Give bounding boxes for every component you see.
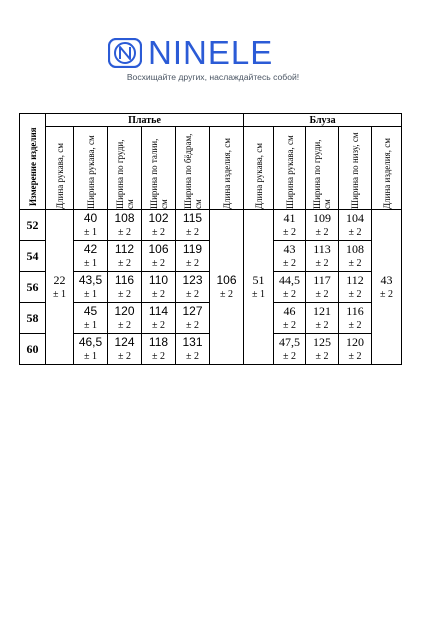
measure-value: 43,5 (78, 273, 103, 287)
measure-value: 112 (346, 273, 364, 287)
measure-tolerance: ± 1 (53, 289, 66, 300)
measure-value: 117 (313, 273, 331, 287)
column-label: Ширина по талии, см (148, 138, 169, 209)
measure-cell (108, 210, 142, 241)
blouse-length-cell (372, 210, 402, 365)
measure-cell (142, 241, 176, 272)
measure-cell (74, 272, 108, 303)
measure-cell (142, 303, 176, 334)
measure-cell (339, 334, 372, 365)
measure-value: 109 (313, 211, 332, 225)
measure-tolerance: ± 1 (252, 289, 266, 300)
measure-value: 121 (313, 304, 332, 318)
measure-cell (176, 210, 210, 241)
size-label: 58 (20, 303, 46, 334)
measure-value: 123 (182, 273, 203, 287)
measure-tolerance: ± 2 (118, 227, 131, 238)
measure-value: 112 (114, 242, 135, 256)
measure-value: 108 (346, 242, 365, 256)
measure-cell (274, 303, 306, 334)
measure-tolerance: ± 2 (348, 351, 362, 362)
measure-tolerance: ± 2 (348, 320, 362, 331)
measure-tolerance: ± 2 (152, 227, 165, 238)
measure-tolerance: ± 1 (84, 320, 97, 331)
measure-cell (274, 272, 306, 303)
measure-tolerance: ± 2 (315, 258, 329, 269)
measure-value: 127 (182, 304, 203, 318)
measure-cell (74, 241, 108, 272)
measure-cell (142, 334, 176, 365)
measure-tolerance: ± 2 (186, 227, 199, 238)
corner-label: Измерение изделия (27, 126, 38, 206)
measure-tolerance: ± 2 (348, 227, 362, 238)
blouse-column-header (274, 127, 306, 210)
measure-tolerance: ± 1 (84, 227, 97, 238)
measure-value: 116 (346, 304, 364, 318)
measure-cell (306, 272, 339, 303)
measure-value: 44,5 (279, 273, 301, 287)
measure-tolerance: ± 2 (118, 320, 131, 331)
measure-cell (274, 241, 306, 272)
corner-header (20, 114, 46, 210)
measure-value: 51 (252, 273, 265, 287)
dress-column-header (74, 127, 108, 210)
measure-cell (108, 303, 142, 334)
measure-value: 118 (148, 335, 169, 349)
measure-value: 22 (53, 273, 66, 287)
dress-column-header (142, 127, 176, 210)
column-label: Ширина рукава, см (284, 135, 295, 209)
measure-tolerance: ± 2 (283, 320, 297, 331)
brand-tagline: Восхищайте других, наслаждайтесь собой! (126, 72, 300, 82)
measure-value: 46 (283, 304, 296, 318)
size-label: 60 (20, 334, 46, 365)
brand-name: NINELE (148, 34, 274, 71)
column-label: Длина изделия, см (221, 138, 232, 209)
group-blouse-header: Блуза (244, 114, 402, 127)
measure-value: 46,5 (78, 335, 103, 349)
size-label: 54 (20, 241, 46, 272)
dress-column-header (176, 127, 210, 210)
measure-tolerance: ± 2 (118, 351, 131, 362)
measure-value: 104 (346, 211, 365, 225)
measure-value: 108 (114, 211, 135, 225)
measure-tolerance: ± 2 (118, 289, 131, 300)
column-label: Длина рукава, см (54, 143, 65, 209)
measure-value: 116 (114, 273, 135, 287)
measure-tolerance: ± 2 (315, 227, 329, 238)
measure-cell (108, 272, 142, 303)
dress-column-header (210, 127, 244, 210)
measure-value: 47,5 (279, 335, 301, 349)
measure-cell (339, 303, 372, 334)
dress-sleeve-length-cell (46, 210, 74, 365)
measure-tolerance: ± 2 (152, 258, 165, 269)
measure-tolerance: ± 2 (348, 289, 362, 300)
measure-cell (108, 241, 142, 272)
measure-cell (74, 210, 108, 241)
measure-tolerance: ± 2 (283, 258, 297, 269)
measure-tolerance: ± 2 (152, 289, 165, 300)
measure-cell (274, 334, 306, 365)
measure-value: 45 (83, 304, 98, 318)
column-label: Ширина по груди, см (312, 139, 333, 209)
measure-cell (306, 334, 339, 365)
measure-tolerance: ± 2 (315, 351, 329, 362)
measure-cell (108, 334, 142, 365)
measure-cell (142, 210, 176, 241)
measure-cell (306, 210, 339, 241)
measure-tolerance: ± 2 (152, 320, 165, 331)
measure-value: 115 (182, 211, 203, 225)
measure-tolerance: ± 1 (84, 351, 97, 362)
column-label: Ширина по бёдрам, см (182, 133, 203, 209)
measure-value: 120 (346, 335, 365, 349)
measure-value: 120 (114, 304, 135, 318)
size-label: 52 (20, 210, 46, 241)
measure-tolerance: ± 2 (186, 320, 199, 331)
size-label: 56 (20, 272, 46, 303)
group-dress-header: Платье (46, 114, 244, 127)
ninele-logo-icon (108, 38, 142, 68)
brand-logo (108, 36, 318, 86)
measure-tolerance: ± 2 (186, 351, 199, 362)
column-label: Ширина по груди, см (114, 139, 135, 209)
blouse-column-header (244, 127, 274, 210)
measure-value: 43 (283, 242, 296, 256)
measure-cell (306, 241, 339, 272)
measure-cell (74, 334, 108, 365)
blouse-sleeve-length-cell (244, 210, 274, 365)
measure-tolerance: ± 1 (84, 289, 97, 300)
table-row (20, 210, 402, 241)
measure-tolerance: ± 2 (315, 320, 329, 331)
blouse-column-header (372, 127, 402, 210)
dress-column-header (46, 127, 74, 210)
measure-cell (306, 303, 339, 334)
blouse-column-header (339, 127, 372, 210)
measure-tolerance: ± 2 (118, 258, 131, 269)
measure-tolerance: ± 2 (186, 289, 199, 300)
measure-value: 113 (313, 242, 331, 256)
column-label: Длина рукава, см (253, 143, 264, 209)
measure-cell (74, 303, 108, 334)
measure-cell (339, 241, 372, 272)
measure-value: 106 (216, 273, 237, 287)
measure-value: 125 (313, 335, 332, 349)
measure-tolerance: ± 2 (348, 258, 362, 269)
measure-tolerance: ± 1 (84, 258, 97, 269)
measure-cell (142, 272, 176, 303)
size-chart-table (19, 113, 402, 365)
measure-tolerance: ± 2 (152, 351, 165, 362)
measure-value: 114 (148, 304, 169, 318)
measure-cell (176, 241, 210, 272)
measure-tolerance: ± 2 (283, 227, 297, 238)
column-label: Длина изделия, см (381, 138, 392, 209)
dress-length-cell (210, 210, 244, 365)
column-label: Ширина по низу, см (350, 132, 361, 209)
measure-value: 102 (148, 211, 169, 225)
measure-value: 110 (148, 273, 169, 287)
measure-tolerance: ± 2 (220, 289, 234, 300)
measure-value: 106 (148, 242, 169, 256)
measure-cell (339, 210, 372, 241)
measure-value: 40 (83, 211, 98, 225)
column-label: Ширина рукава, см (85, 135, 96, 209)
measure-tolerance: ± 2 (283, 351, 297, 362)
measure-value: 131 (182, 335, 203, 349)
measure-cell (339, 272, 372, 303)
measure-value: 124 (114, 335, 135, 349)
measure-tolerance: ± 2 (186, 258, 199, 269)
measure-tolerance: ± 2 (283, 289, 297, 300)
blouse-column-header (306, 127, 339, 210)
dress-column-header (108, 127, 142, 210)
measure-cell (274, 210, 306, 241)
measure-cell (176, 303, 210, 334)
measure-value: 41 (283, 211, 296, 225)
measure-cell (176, 272, 210, 303)
measure-tolerance: ± 2 (315, 289, 329, 300)
measure-value: 43 (380, 273, 393, 287)
measure-value: 42 (83, 242, 98, 256)
measure-cell (176, 334, 210, 365)
measure-value: 119 (182, 242, 203, 256)
measure-tolerance: ± 2 (380, 289, 394, 300)
